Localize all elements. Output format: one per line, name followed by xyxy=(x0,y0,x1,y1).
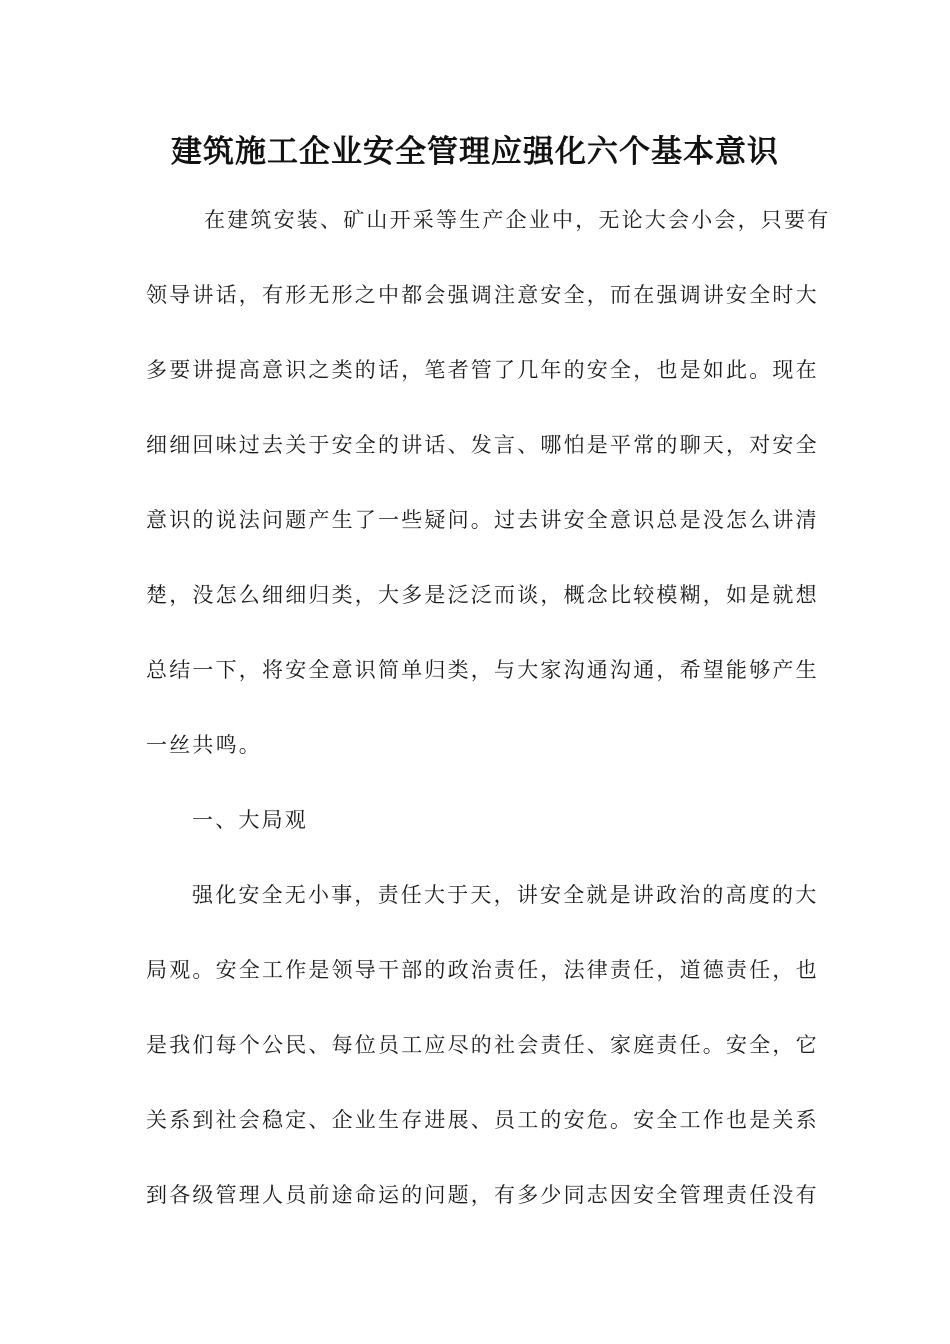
paragraph-line: 领导讲话，有形无形之中都会强调注意安全，而在强调讲安全时大 xyxy=(146,283,819,307)
paragraph-line: 细细回味过去关于安全的讲话、发言、哪怕是平常的聊天，对安全 xyxy=(146,433,819,457)
document-title: 建筑施工企业安全管理应强化六个基本意识 xyxy=(171,134,779,170)
paragraph-line: 楚，没怎么细细归类，大多是泛泛而谈，概念比较模糊，如是就想 xyxy=(146,583,819,607)
paragraph-line: 局观。安全工作是领导干部的政治责任，法律责任，道德责任，也 xyxy=(146,958,819,982)
paragraph-line: 强化安全无小事，责任大于天，讲安全就是讲政治的高度的大 xyxy=(192,883,819,907)
section-heading: 一、大局观 xyxy=(192,808,308,832)
paragraph-line: 总结一下，将安全意识简单归类，与大家沟通沟通，希望能够产生 xyxy=(146,658,819,682)
paragraph-line: 到各级管理人员前途命运的问题，有多少同志因安全管理责任没有 xyxy=(146,1183,819,1207)
document-body xyxy=(146,190,831,1240)
paragraph-line: 多要讲提高意识之类的话，笔者管了几年的安全，也是如此。现在 xyxy=(146,358,819,382)
paragraph-line: 关系到社会稳定、企业生存进展、员工的安危。安全工作也是关系 xyxy=(146,1108,819,1132)
paragraph-line: 意识的说法问题产生了一些疑问。过去讲安全意识总是没怎么讲清 xyxy=(146,508,819,532)
paragraph-line: 一丝共鸣。 xyxy=(146,733,262,757)
paragraph-line: 在建筑安装、矿山开采等生产企业中，无论大会小会，只要有 xyxy=(204,208,831,232)
paragraph-line: 是我们每个公民、每位员工应尽的社会责任、家庭责任。安全，它 xyxy=(146,1033,819,1057)
